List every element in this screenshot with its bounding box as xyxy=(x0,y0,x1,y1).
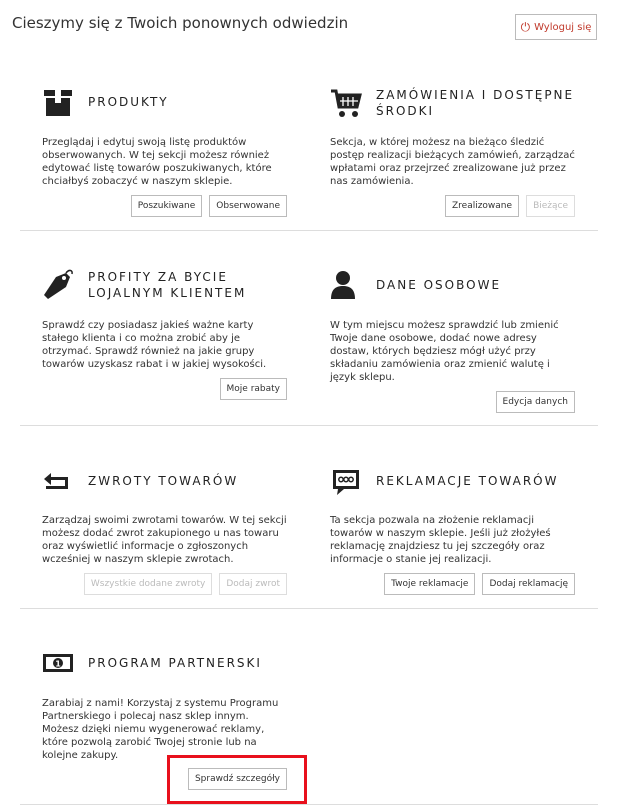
section-title-line1: PROFITY ZA BYCIE xyxy=(88,270,228,284)
section-title: REKLAMACJE TOWARÓW xyxy=(376,474,559,488)
biezace-button[interactable]: Bieżące xyxy=(526,195,575,217)
section-reklamacje xyxy=(330,465,586,497)
section-zamowienia xyxy=(330,87,586,119)
obserwowane-button[interactable]: Obserwowane xyxy=(209,195,287,217)
section-dane-osobowe xyxy=(330,269,586,301)
twoje-reklamacje-button[interactable]: Twoje reklamacje xyxy=(384,573,475,595)
wszystkie-zwroty-button[interactable]: Wszystkie dodane zwroty xyxy=(84,573,212,595)
dodaj-reklamacje-button[interactable]: Dodaj reklamację xyxy=(482,573,575,595)
divider xyxy=(20,804,598,805)
section-description: Ta sekcja pozwala na złożenie reklamacji towarów w naszym sklepie. Jeśli już złożyłeś reklamację znajdziesz tu jej szczegóły oraz informacje o stanie jej realizacji. xyxy=(330,515,551,565)
power-icon: ⏻ xyxy=(520,20,531,34)
moje-rabaty-button[interactable]: Moje rabaty xyxy=(220,378,287,400)
section-description: Sekcja, w której możesz na bieżąco śledzić postęp realizacji bieżących zamówień, zarządzać wpłatami oraz przejrzeć zrealizowane już przez nas zamówienia. xyxy=(330,137,575,187)
section-title: ZWROTY TOWARÓW xyxy=(88,474,239,488)
banknote-icon xyxy=(42,647,74,679)
box-icon xyxy=(42,86,74,118)
section-description: Sprawdź czy posiadasz jakieś ważne karty stałego klienta i co można zrobić aby je otrzymać. Sprawdź również na jakie grupy towarów uzyskasz rabat i w jakiej wysokości. xyxy=(42,320,267,370)
divider xyxy=(20,230,598,231)
chat-bubble-icon xyxy=(330,465,362,497)
sprawdz-szczegoly-button[interactable]: Sprawdź szczegóły xyxy=(188,768,287,790)
section-description: Przeglądaj i edytuj swoją listę produktów obserwowanych. W tej sekcji możesz również edytować listę towarów poszukiwanych, które chciałbyś zobaczyć w naszym sklepie. xyxy=(42,137,272,187)
logout-label: Wyloguj się xyxy=(534,21,592,33)
dodaj-zwrot-button[interactable]: Dodaj zwrot xyxy=(219,573,287,595)
section-title: DANE OSOBOWE xyxy=(376,278,502,292)
edycja-danych-button[interactable]: Edycja danych xyxy=(496,391,575,413)
svg-text:1: 1 xyxy=(55,659,61,669)
divider xyxy=(20,608,598,609)
section-title-line2: ŚRODKI xyxy=(376,104,435,118)
section-zwroty xyxy=(42,465,298,497)
divider xyxy=(20,425,598,426)
section-description: Zarządzaj swoimi zwrotami towarów. W tej sekcji możesz dodać zwrot zakupionego u nas towaru oraz wyświetlić informacje o zgłoszonych wcześniej w naszym sklepie zwrotach. xyxy=(42,515,287,565)
return-arrow-icon xyxy=(42,465,74,497)
section-profity xyxy=(42,269,298,301)
price-tag-icon xyxy=(42,269,74,301)
section-description: W tym miejscu możesz sprawdzić lub zmienić Twoje dane osobowe, dodać nowe adresy dostaw, których będziesz mógł użyć przy składaniu zamówienia oraz zmienić walutę i język sklepu. xyxy=(330,320,559,383)
user-icon xyxy=(330,269,362,301)
section-produkty xyxy=(42,86,298,118)
poszukiwane-button[interactable]: Poszukiwane xyxy=(131,195,203,217)
highlight-box xyxy=(167,755,307,804)
section-title xyxy=(88,269,246,301)
section-title-line1: ZAMÓWIENIA I DOSTĘPNE xyxy=(376,88,575,102)
page-title: Cieszymy się z Twoich ponownych odwiedzin xyxy=(12,14,349,32)
section-title: PROGRAM PARTNERSKI xyxy=(88,656,262,670)
section-title: PRODUKTY xyxy=(88,95,169,109)
logout-button[interactable] xyxy=(515,14,597,40)
zrealizowane-button[interactable]: Zrealizowane xyxy=(445,195,519,217)
section-program-partnerski xyxy=(42,647,298,679)
shopping-cart-icon xyxy=(330,87,362,119)
section-description: Zarabiaj z nami! Korzystaj z systemu Programu Partnerskiego i polecaj nasz sklep innym. Możesz dzięki niemu wygenerować reklamy, które pozwolą zarobić Twojej stronie lub na kolejne zakupy. xyxy=(42,698,279,761)
section-title xyxy=(376,87,574,119)
section-title-line2: LOJALNYM KLIENTEM xyxy=(88,286,247,300)
